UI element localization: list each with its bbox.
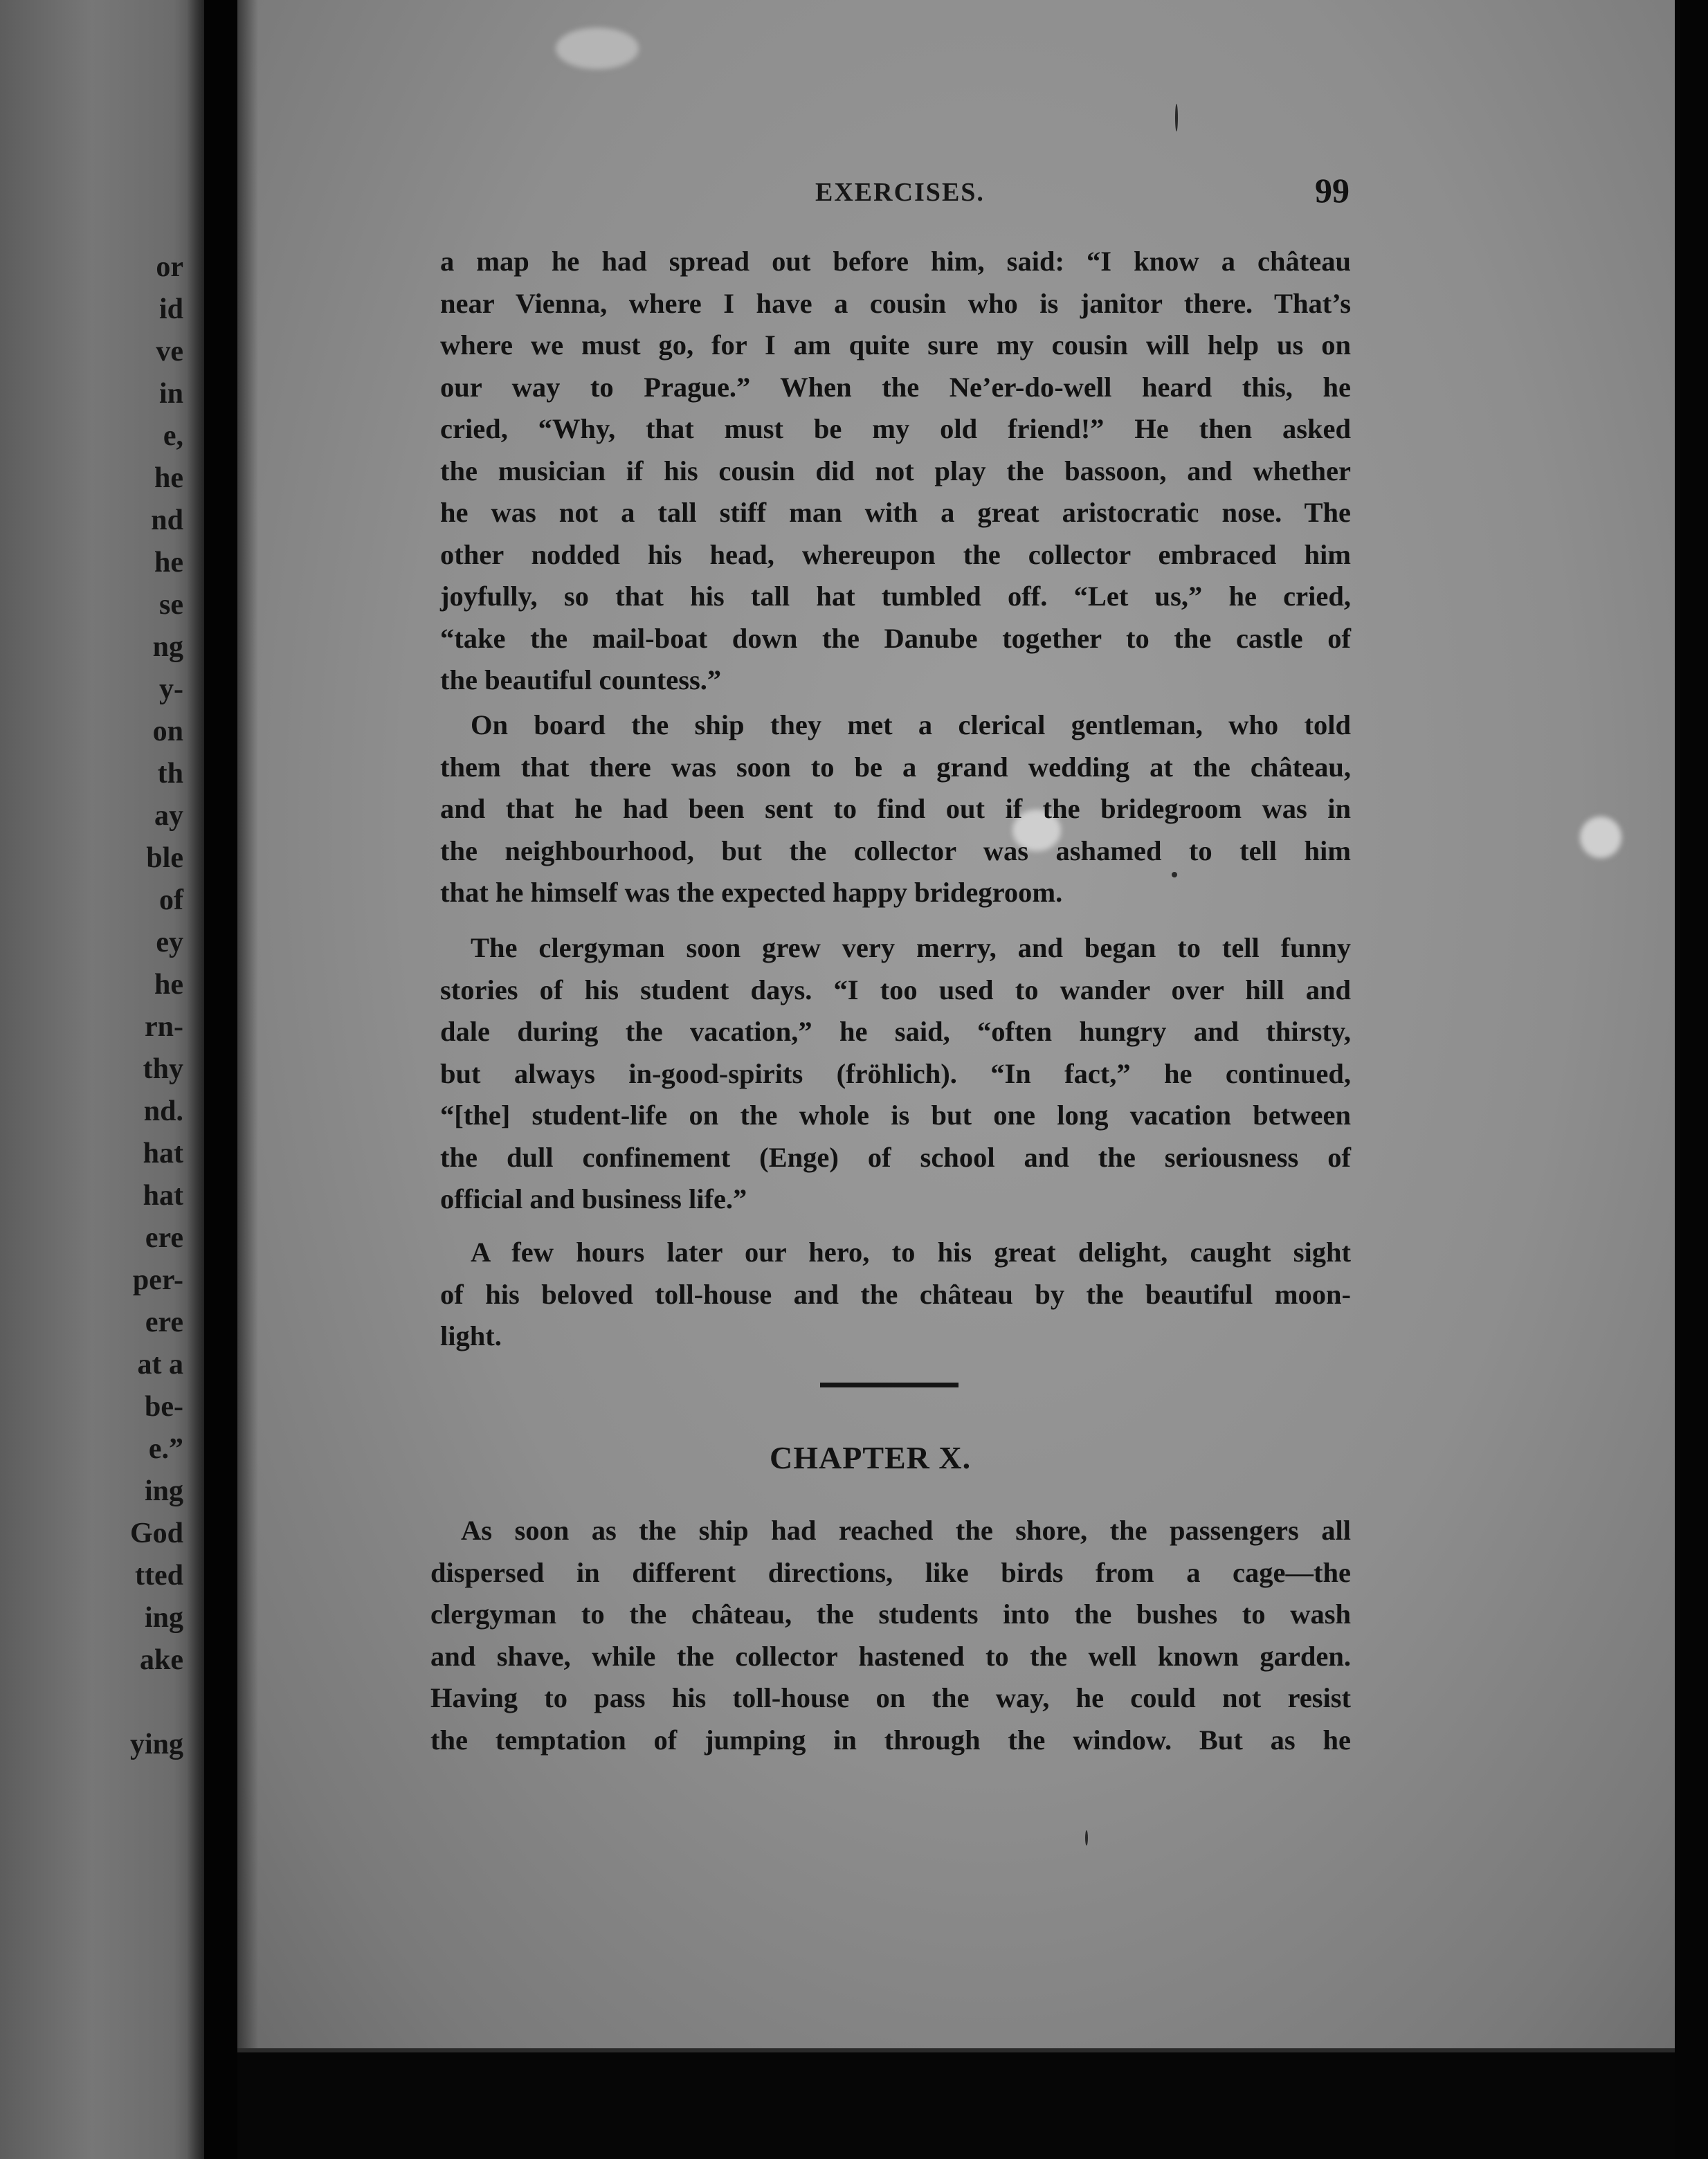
left-fragment: thy [143,1053,183,1085]
text-line: that he himself was the expected happy bridegroom. [440,877,1063,908]
text-line: On board the ship they met a clerical gentleman, who told [471,709,1351,740]
text-line: dale during the vacation,” he said, “often hungry and thirsty, [440,1016,1351,1047]
text-line: near Vienna, where I have a cousin who is janitor there. That’s [440,287,1351,319]
text-line: light. [440,1320,502,1351]
text-line: “take the mail-boat down the Danube together to the castle of [440,622,1351,654]
text-line: our way to Prague.” When the Ne’er-do-well heard this, he [440,371,1351,403]
left-fragment: se [159,589,183,621]
left-fragment: he [154,547,183,579]
left-fragment: at a [137,1349,183,1381]
left-fragment: rn- [145,1011,183,1043]
left-fragment: ey [156,927,183,958]
paper-speck [1085,1830,1088,1846]
text-line: the dull confinement (Enge) of school and the seriousness of [440,1141,1351,1173]
paper-blemish [1580,817,1621,858]
text-line: official and business life.” [440,1183,747,1214]
left-fragment: ying [129,1729,183,1760]
left-fragment: e, [163,420,183,452]
running-head: EXERCISES. [815,178,985,207]
text-line: dispersed in different directions, like birds from a cage—the [430,1556,1351,1588]
text-line: he was not a tall stiff man with a great aristocratic nose. The [440,497,1351,528]
left-fragment: nd [151,504,183,536]
page-edge-shadow [237,0,258,2048]
paragraph-continuation [440,241,1351,702]
left-fragment: th [157,758,183,790]
left-fragment: nd. [143,1095,183,1127]
text-line: other nodded his head, whereupon the collector embraced him [440,538,1351,570]
text-line: As soon as the ship had reached the shore, the passengers all [461,1515,1351,1546]
left-fragment [0,1682,183,1724]
text-line: “[the] student-life on the whole is but one long vacation between [440,1100,1351,1131]
left-page-text-fragments [0,246,183,1766]
left-fragment: ake [140,1644,183,1676]
left-fragment: on [152,716,183,747]
left-fragment: per- [132,1264,183,1296]
chapter-paragraph [430,1510,1351,1761]
page-number: 99 [1315,171,1350,210]
left-fragment: he [154,462,183,494]
left-fragment: of [159,884,183,916]
text-line: and shave, while the collector hastened to the well known garden. [430,1640,1351,1672]
left-fragment: ay [154,800,183,832]
text-line: joyfully, so that his tall hat tumbled off. “Let us,” he cried, [440,581,1351,612]
left-fragment: e.” [148,1433,183,1465]
section-divider-rule [820,1383,959,1387]
left-fragment: tted [135,1560,183,1592]
right-page-edge [1675,0,1708,2159]
left-fragment: ing [144,1602,183,1634]
paragraph [440,704,1351,914]
paragraph [440,1232,1351,1358]
text-line: where we must go, for I am quite sure my cousin will help us on [440,329,1351,361]
left-fragment: ng [152,631,183,663]
left-fragment: be- [145,1391,183,1423]
text-line: of his beloved toll-house and the château by the beautiful moon- [440,1278,1351,1310]
left-facing-page [0,0,204,2159]
left-fragment: in [158,378,183,410]
chapter-heading: CHAPTER X. [770,1440,972,1475]
text-line: cried, “Why, that must be my old friend!” He then asked [440,413,1351,444]
book-binding [204,0,237,2159]
text-line: the neighbourhood, but the collector was ashamed to tell him [440,835,1351,866]
left-fragment: hat [143,1138,183,1169]
text-line: the musician if his cousin did not play the bassoon, and whether [440,455,1351,486]
left-fragment: y- [159,673,183,705]
left-fragment: God [129,1518,183,1549]
text-line: The clergyman soon grew very merry, and began to tell funny [471,932,1351,963]
text-line: stories of his student days. “I too used to wander over hill and [440,974,1351,1005]
text-line: a map he had spread out before him, said: “I know a château [440,246,1351,277]
left-fragment: hat [143,1180,183,1212]
paragraph [440,927,1351,1221]
paper-speck [1175,104,1178,131]
text-line: but always in-good-spirits (fröhlich). “In fact,” he continued, [440,1057,1351,1089]
left-fragment: or [156,251,183,283]
left-fragment: ve [156,336,183,367]
left-fragment: he [154,969,183,1001]
text-line: and that he had been sent to find out if the bridegroom was in [440,793,1351,824]
left-fragment: ere [145,1222,183,1254]
left-fragment: ble [146,842,183,874]
text-line: clergyman to the château, the students into the bushes to wash [430,1598,1351,1630]
text-line: them that there was soon to be a grand wedding at the château, [440,751,1351,783]
left-fragment: id [158,293,183,325]
left-fragment: ing [144,1475,183,1507]
text-line: A few hours later our hero, to his great delight, caught sight [471,1237,1351,1268]
text-line: Having to pass his toll-house on the way, he could not resist [430,1682,1351,1713]
left-fragment: ere [145,1306,183,1338]
text-line: the temptation of jumping in through the window. But as he [430,1724,1351,1756]
paper-blemish [556,28,639,69]
text-line: the beautiful countess.” [440,664,722,695]
